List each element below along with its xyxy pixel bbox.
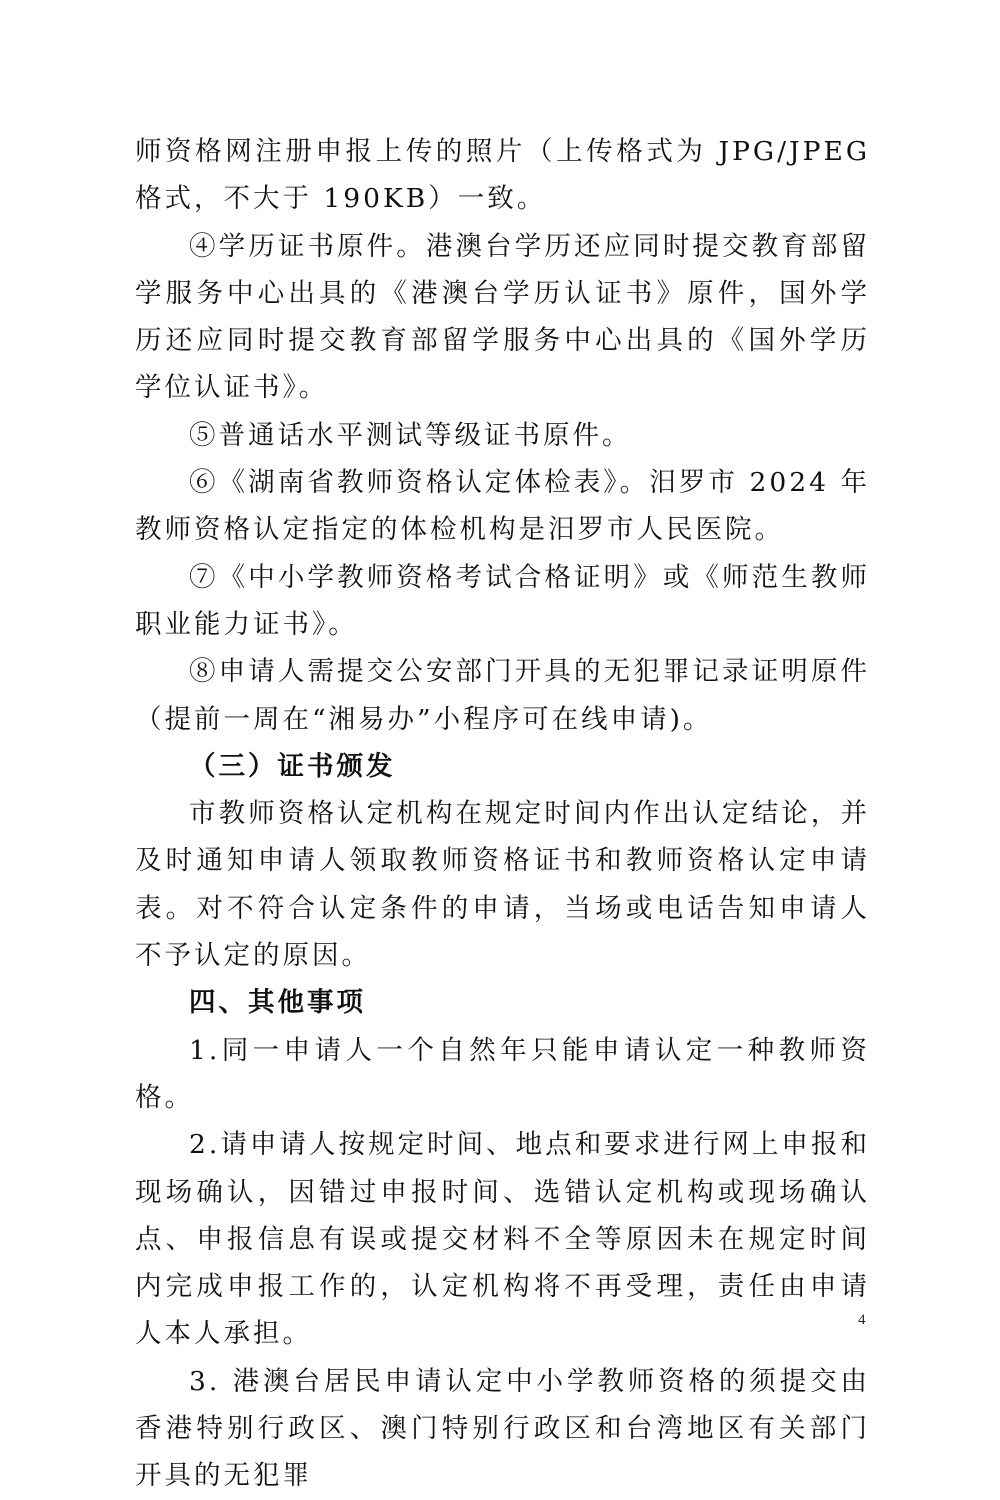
paragraph-photo-continuation: 师资格网注册申报上传的照片（上传格式为 JPG/JPEG 格式，不大于 190KB）一致。 — [135, 136, 870, 215]
paragraph-mandarin-certificate: ⑤普通话水平测试等级证书原件。 — [189, 419, 632, 451]
section-heading-certificate-issuance: （三）证书颁发 — [189, 750, 396, 782]
paragraph-item-2: 2.请申请人按规定时间、地点和要求进行网上申报和现场确认，因错过申报时间、选错认定机构或现场确认点、申报信息有误或提交材料不全等原因未在规定时间内完成申报工作的，认定机构将不再受理，责任由申请人本人承担。 — [135, 1129, 870, 1350]
paragraph-health-check: ⑥《湖南省教师资格认定体检表》。汨罗市 2024 年教师资格认定指定的体检机构是汨罗市人民医院。 — [135, 467, 870, 546]
document-body — [135, 128, 870, 1500]
paragraph-item-1: 1.同一申请人一个自然年只能申请认定一种教师资格。 — [135, 1034, 870, 1113]
paragraph-item-3: 3. 港澳台居民申请认定中小学教师资格的须提交由香港特别行政区、澳门特别行政区和台湾地区有关部门开具的无犯罪 — [135, 1365, 870, 1492]
paragraph-no-criminal-record: ⑧申请人需提交公安部门开具的无犯罪记录证明原件（提前一周在“湘易办”小程序可在线申请)。 — [135, 656, 870, 735]
page-number: 4 — [858, 1312, 866, 1328]
section-heading-other-matters: 四、其他事项 — [189, 987, 366, 1019]
paragraph-diploma: ④学历证书原件。港澳台学历还应同时提交教育部留学服务中心出具的《港澳台学历认证书》原件，国外学历还应同时提交教育部留学服务中心出具的《国外学历学位认证书》。 — [135, 230, 870, 404]
paragraph-issuance: 市教师资格认定机构在规定时间内作出认定结论，并及时通知申请人领取教师资格证书和教师资格认定申请表。对不符合认定条件的申请，当场或电话告知申请人不予认定的原因。 — [135, 798, 870, 972]
paragraph-exam-certificate: ⑦《中小学教师资格考试合格证明》或《师范生教师职业能力证书》。 — [135, 561, 870, 640]
